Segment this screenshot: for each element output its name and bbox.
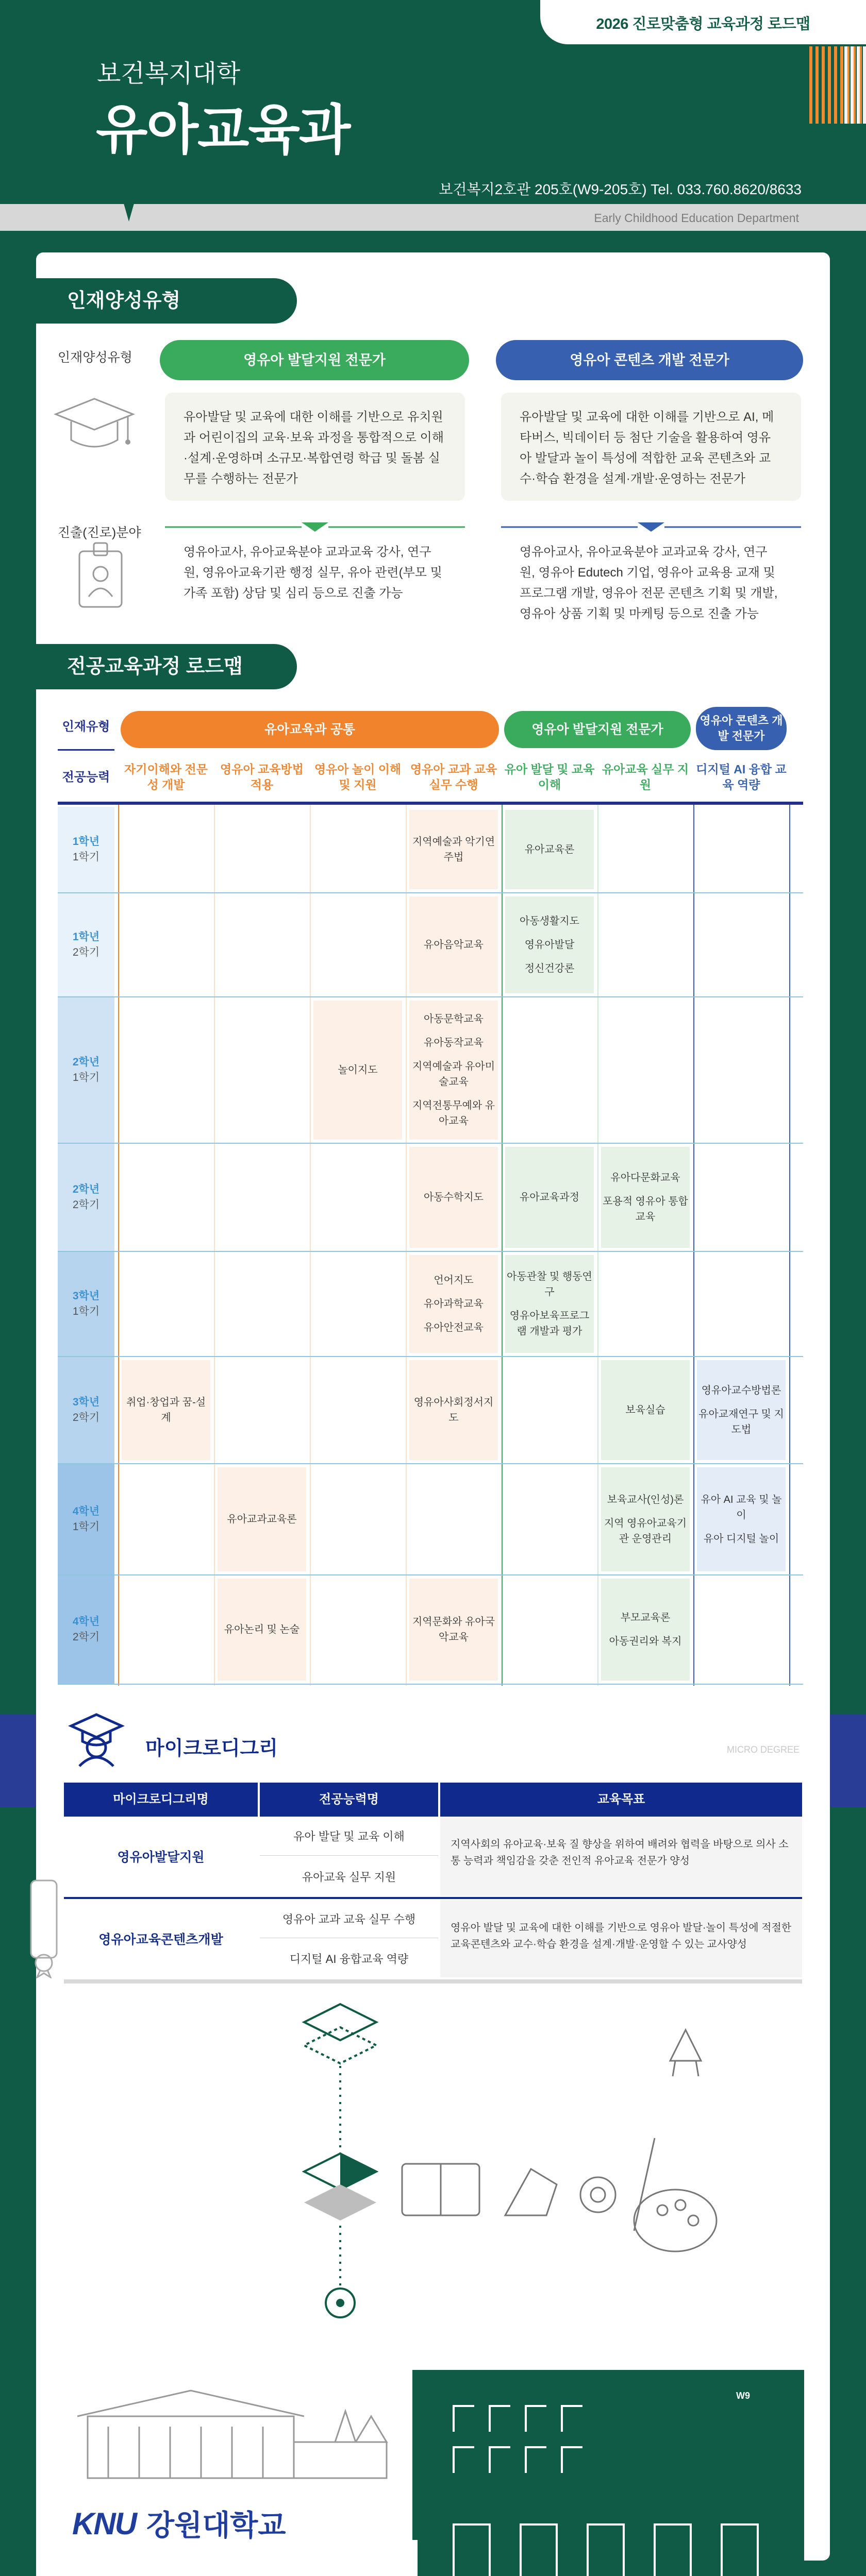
course-cell xyxy=(505,1147,594,1248)
md-row2-ability2: 디지털 AI 융합교육 역량 xyxy=(289,1952,409,1965)
row-divider xyxy=(58,1574,803,1575)
year-label: 4학년 xyxy=(72,1616,100,1628)
year-label: 1학년 xyxy=(72,931,100,943)
header-notch xyxy=(119,185,139,222)
course-name: 유아 디지털 놀이 xyxy=(703,1533,779,1545)
roadmap-table xyxy=(58,706,803,1690)
course-name: 유아음악교육 xyxy=(424,939,484,951)
course-name: 취업·창업과 꿈-설계 xyxy=(126,1397,206,1423)
course-cell xyxy=(505,896,594,993)
course-cell xyxy=(409,1360,498,1460)
row-divider xyxy=(58,1251,803,1252)
type-description-content: 유아발달 및 교육에 대한 이해를 기반으로 AI, 메타버스, 빅데이터 등 첨단 기술을 활용하여 영유아 발달과 놀이 특성에 적합한 교육 콘텐츠와 교수·학습 환경을 설계·개발·운영하는 전문가 xyxy=(501,393,801,501)
md-row1-ability2: 유아교육 실무 지원 xyxy=(302,1870,396,1884)
decor-stripes-light xyxy=(844,46,866,124)
course-name: 정신건강론 xyxy=(524,963,575,974)
course-cell xyxy=(313,1001,402,1140)
course-name: 아동관찰 및 행동연구 xyxy=(507,1271,592,1298)
column-divider xyxy=(214,805,215,1686)
column-header: 유아 발달 및 교육 이해 xyxy=(504,762,595,791)
footer-logo-bar xyxy=(36,2540,418,2576)
university-name: 강원대학교 xyxy=(146,2509,286,2541)
course-cell xyxy=(409,896,498,993)
semester-label xyxy=(58,1252,114,1356)
column-divider xyxy=(310,805,311,1686)
semester-text: 1학기 xyxy=(72,1306,100,1317)
year-label: 2학년 xyxy=(72,1056,100,1068)
semester-label xyxy=(58,997,114,1143)
semester-text: 2학기 xyxy=(72,1199,100,1211)
course-name: 영유아발달 xyxy=(524,939,575,951)
row-label-divider xyxy=(58,749,114,751)
course-name: 보육실습 xyxy=(625,1404,665,1416)
course-name: 유아논리 및 논술 xyxy=(224,1624,300,1635)
id-badge-icon xyxy=(72,539,129,611)
column-header: 영유아 교과 교육 실무 수행 xyxy=(410,762,497,791)
graduate-icon xyxy=(68,1710,125,1767)
column-divider xyxy=(789,805,790,1686)
type-description-development: 유아발달 및 교육에 대한 이해를 기반으로 유치원과 어린이집의 교육·보육 과정을 통합적으로 이해·설계·운영하며 소규모·복합연령 학급 및 돌봄 실무를 수행하는 전문가 xyxy=(165,393,465,501)
course-name: 유아교재연구 및 지도법 xyxy=(698,1409,784,1435)
course-cell xyxy=(218,1467,306,1571)
md-row-divider xyxy=(64,1897,802,1899)
course-name: 보육교사(인성)론 xyxy=(607,1494,684,1505)
year-label: 3학년 xyxy=(72,1396,100,1408)
course-name: 아동수학지도 xyxy=(424,1192,484,1203)
course-name: 아동생활지도 xyxy=(520,916,579,927)
course-cell xyxy=(409,1001,498,1140)
footer-logo xyxy=(72,2503,423,2544)
group-pill: 유아교육과 공통 xyxy=(121,711,499,748)
course-name: 언어지도 xyxy=(434,1275,474,1286)
column-divider xyxy=(502,805,503,1686)
department-title: 유아교육과 xyxy=(96,100,350,160)
course-name: 영유아보육프로그램 개발과 평가 xyxy=(509,1310,590,1337)
year-label: 1학년 xyxy=(72,836,100,848)
column-divider xyxy=(693,805,694,1686)
course-cell xyxy=(697,1467,786,1571)
row-divider xyxy=(58,1143,803,1144)
header-tab-title: 2026 진로맞춤형 교육과정 로드맵 xyxy=(596,16,810,32)
column-divider xyxy=(406,805,407,1686)
course-name: 유아교육론 xyxy=(524,844,575,855)
column-header: 자기이해와 전문성 개발 xyxy=(124,762,208,791)
english-department-name: Early Childhood Education Department xyxy=(594,211,799,225)
semester-text: 2학기 xyxy=(72,946,100,958)
semester-text: 1학기 xyxy=(72,1521,100,1533)
md-row1-name: 영유아발달지원 xyxy=(117,1850,205,1865)
course-name: 지역문화와 유아국악교육 xyxy=(412,1616,495,1643)
course-name: 영유아교수방법론 xyxy=(701,1385,781,1396)
career-divider-content xyxy=(501,521,801,533)
course-cell xyxy=(218,1579,306,1681)
course-name: 아동권리와 복지 xyxy=(609,1636,682,1647)
row-divider xyxy=(58,1463,803,1464)
semester-text: 1학기 xyxy=(72,1072,100,1083)
semester-label xyxy=(58,1575,114,1684)
course-name: 지역예술과 유아미술교육 xyxy=(412,1061,495,1088)
header-tab xyxy=(540,0,866,44)
column-header: 유아교육 실무 지원 xyxy=(602,762,689,791)
course-cell xyxy=(409,810,498,889)
semester-text: 2학기 xyxy=(72,1412,100,1423)
semester-text: 2학기 xyxy=(72,1631,100,1643)
md-row1-goal: 지역사회의 유아교육·보육 질 향상을 위하여 배려와 협력을 바탕으로 의사 소통 능력과 책임감을 갖춘 전인적 유아교육 전문가 양성 xyxy=(440,1817,802,1896)
column-header: 영유아 교육방법 적용 xyxy=(220,762,304,791)
row-divider xyxy=(58,1356,803,1357)
md-row2-name: 영유아교육콘텐츠개발 xyxy=(98,1933,223,1947)
course-name: 지역 영유아교육기관 운영관리 xyxy=(604,1518,687,1545)
course-name: 유아교육과정 xyxy=(520,1192,579,1203)
course-name: 유아다문화교육 xyxy=(610,1172,680,1183)
semester-label xyxy=(58,1464,114,1574)
course-name: 부모교육론 xyxy=(620,1612,671,1623)
career-content: 영유아교사, 유아교육분야 교과교육 강사, 연구원, 영유아 Edutech 기업, 영유아 교육용 교재 및 프로그램 개발, 영유아 전문 콘텐츠 기획 및 개발, 영유아 상품 기획 및 마케팅 등으로 진출 가능 xyxy=(520,545,778,621)
career-label: 진출(진로)분야 xyxy=(58,526,141,540)
career-development: 영유아교사, 유아교육분야 교과교육 강사, 연구원, 영유아교육기관 행정 실무, 유아 관련(부모 및 가족 포함) 상담 및 심리 등으로 진출 가능 xyxy=(184,545,442,600)
course-name: 유아동작교육 xyxy=(424,1037,484,1048)
row-label-type: 인재유형 xyxy=(62,720,110,734)
semester-label xyxy=(58,1357,114,1463)
course-name: 유아안전교육 xyxy=(424,1322,484,1333)
row-divider xyxy=(58,1684,803,1685)
column-divider xyxy=(118,805,119,1686)
course-name: 유아교과교육론 xyxy=(227,1514,297,1525)
roadmap-section-title: 전공교육과정 로드맵 xyxy=(36,644,297,689)
course-name: 놀이지도 xyxy=(338,1064,378,1076)
micro-degree-title: 마이크로디그리 xyxy=(145,1738,278,1759)
md-header-ability: 전공능력명 xyxy=(260,1783,438,1817)
course-name: 포용적 영유아 통합교육 xyxy=(603,1196,688,1223)
course-name: 영유아사회정서지도 xyxy=(413,1397,494,1423)
year-label: 2학년 xyxy=(72,1183,100,1195)
group-pill: 영유아 발달지원 전문가 xyxy=(504,711,691,748)
semester-text: 1학기 xyxy=(72,851,100,863)
row-divider xyxy=(58,996,803,997)
college-name: 보건복지대학 xyxy=(97,60,241,88)
year-label: 3학년 xyxy=(72,1290,100,1302)
career-divider-development xyxy=(165,521,465,533)
course-name: 유아과학교육 xyxy=(424,1298,484,1310)
semester-label xyxy=(58,1144,114,1251)
type-pill-content: 영유아 콘텐츠 개발 전문가 xyxy=(496,340,803,380)
talent-section-title: 인재양성유형 xyxy=(36,278,297,324)
course-cell xyxy=(601,1360,690,1460)
knu-logo-mark: KNU xyxy=(72,2506,136,2541)
type-pill-development: 영유아 발달지원 전문가 xyxy=(160,340,469,380)
course-cell xyxy=(122,1360,210,1460)
course-cell xyxy=(601,1147,690,1248)
md-row2-ability1: 영유아 교과 교육 실무 수행 xyxy=(260,1900,438,1938)
building-windows xyxy=(443,2401,773,2576)
column-header: 영유아 놀이 이해 및 지원 xyxy=(314,762,402,791)
micro-degree-watermark: MICRO DEGREE xyxy=(727,1744,800,1755)
md-header-goal: 교육목표 xyxy=(440,1783,802,1817)
year-label: 4학년 xyxy=(72,1505,100,1517)
course-cell xyxy=(505,810,594,889)
group-pill: 영유아 콘텐츠 개발 전문가 xyxy=(696,707,787,750)
md-header-name: 마이크로디그리명 xyxy=(64,1783,258,1817)
graduation-cap-icon xyxy=(51,393,138,460)
md-table-bottom xyxy=(64,1979,802,1984)
scroll-icon xyxy=(15,1875,67,1978)
course-cell xyxy=(409,1255,498,1353)
course-name: 아동문학교육 xyxy=(424,1013,484,1025)
semester-label xyxy=(58,893,114,996)
semester-label xyxy=(58,807,114,892)
course-name: 유아 AI 교육 및 놀이 xyxy=(701,1494,782,1521)
course-cell xyxy=(601,1579,690,1681)
md-row1-ability1: 유아 발달 및 교육 이해 xyxy=(260,1817,438,1856)
row-label-competency: 전공능력 xyxy=(62,770,110,784)
course-cell xyxy=(409,1579,498,1681)
md-row2-goal: 영유아 발달 및 교육에 대한 이해를 기반으로 영유아 발달·놀이 특성에 적절한 교육콘텐츠와 교수·학습 환경을 설계·개발·운영할 수 있는 교사양성 xyxy=(440,1900,802,1977)
column-divider xyxy=(597,805,598,1686)
course-cell xyxy=(505,1255,594,1353)
talent-type-label: 인재양성유형 xyxy=(58,350,132,365)
course-name: 지역전통무예와 유아교육 xyxy=(412,1100,495,1127)
column-header: 디지털 AI 융합 교육 역량 xyxy=(696,762,787,791)
course-name: 지역예술과 악기연주법 xyxy=(412,836,495,863)
roadmap-header-underline xyxy=(58,802,803,805)
department-location: 보건복지2호관 205호(W9-205호) Tel. 033.760.8620/8633 xyxy=(439,181,802,197)
row-divider xyxy=(58,892,803,893)
course-cell xyxy=(601,1467,690,1571)
course-cell xyxy=(409,1147,498,1248)
building-code: W9 xyxy=(736,2391,750,2401)
course-cell xyxy=(697,1360,786,1460)
